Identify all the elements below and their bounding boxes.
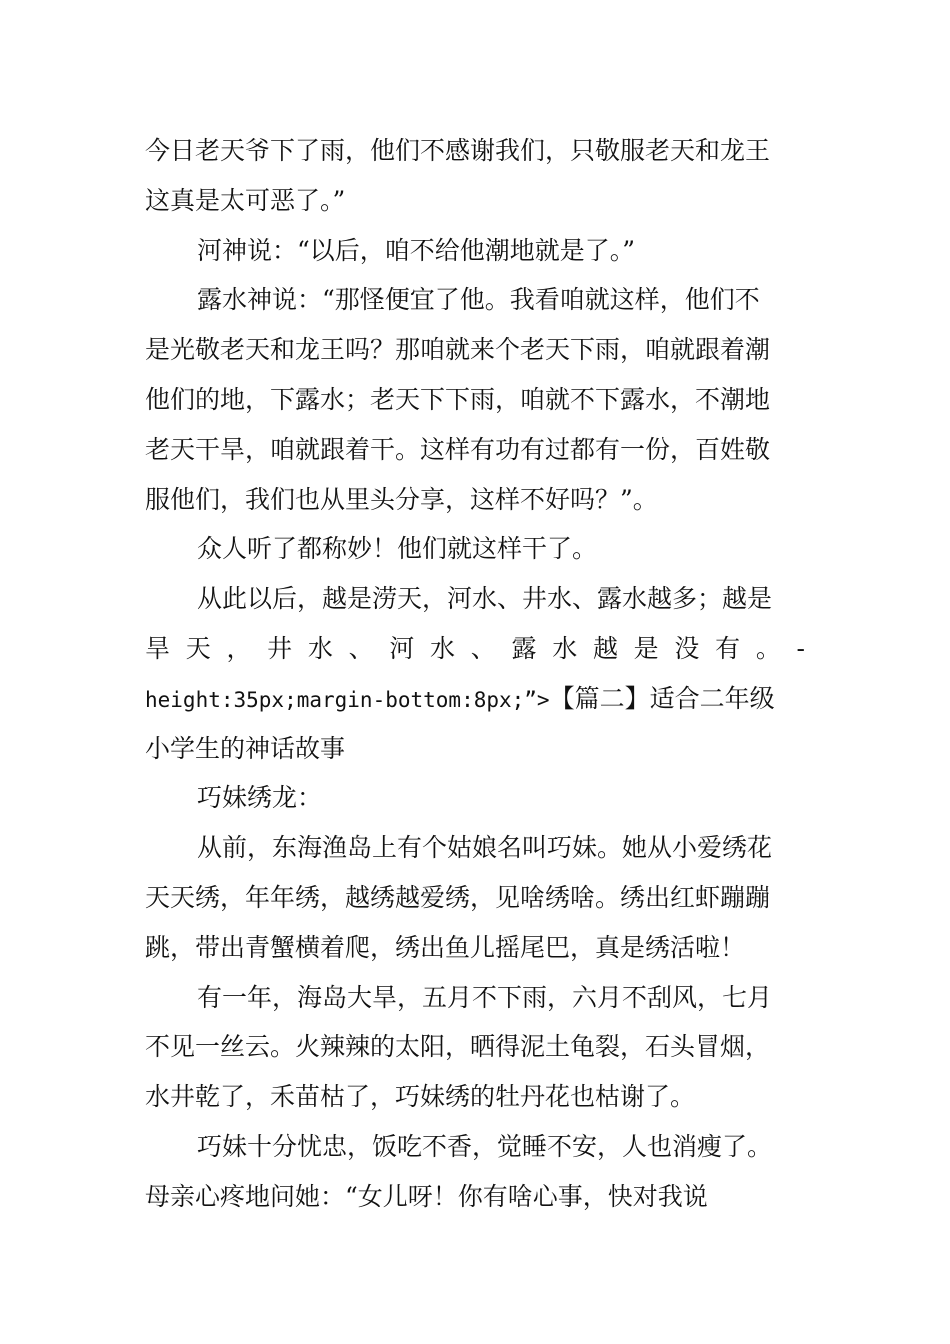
text-line: 这真是太可恶了。” <box>145 185 346 215</box>
text-line: 露水神说：“那怪便宜了他。我看咱就这样，他们不 <box>197 285 760 315</box>
text-line: 母亲心疼地问她：“女儿呀！你有啥心事，快对我说 <box>145 1181 708 1211</box>
text-line: 河神说：“以后，咱不给他潮地就是了。” <box>197 235 636 265</box>
document-body <box>145 126 805 1222</box>
stray-css-fragment: height:35px;margin-bottom:8px;”> <box>145 687 550 712</box>
text-line: 跳，带出青蟹横着爬，绣出鱼儿摇尾巴，真是绣活啦！ <box>145 932 746 962</box>
text-line: 老天干旱，咱就跟着干。这样有功有过都有一份，百姓敬 <box>145 434 771 464</box>
text-line: 巧妹十分忧忠，饭吃不香，觉睡不安，人也消瘦了。 <box>197 1131 773 1161</box>
text-line: 从此以后，越是涝天，河水、井水、露水越多；越是 <box>197 584 773 614</box>
text-line: 今日老天爷下了雨，他们不感谢我们，只敬服老天和龙王 <box>145 136 771 165</box>
text-line: 有一年，海岛大旱，五月不下雨，六月不刮风，七月 <box>197 982 773 1012</box>
text-line-mixed <box>145 674 805 724</box>
text-line: 众人听了都称妙！他们就这样干了。 <box>197 534 598 564</box>
text-line: 不见一丝云。火辣辣的太阳，晒得泥土龟裂，石头冒烟， <box>145 1032 771 1062</box>
section-heading-part: 【篇二】适合二年级 <box>549 683 775 713</box>
story-title: 巧妹绣龙： <box>197 783 323 813</box>
text-line: 是光敬老天和龙王吗？那咱就来个老天下雨，咱就跟着潮 <box>145 335 771 365</box>
section-heading-continued: 小学生的神话故事 <box>145 733 346 763</box>
text-line: 服他们，我们也从里头分享，这样不好吗？”。 <box>145 484 658 514</box>
text-line: 水井乾了，禾苗枯了，巧妹绣的牡丹花也枯谢了。 <box>145 1082 696 1112</box>
text-line: 从前，东海渔岛上有个姑娘名叫巧妹。她从小爱绣花 <box>197 833 773 863</box>
text-line: 他们的地，下露水；老天下下雨，咱就不下露水，不潮地 <box>145 384 771 414</box>
text-line-justified: 旱天，井水、河水、露水越是没有。- <box>145 633 805 663</box>
text-line: 天天绣，年年绣，越绣越爱绣，见啥绣啥。绣出红虾蹦蹦 <box>145 882 771 912</box>
